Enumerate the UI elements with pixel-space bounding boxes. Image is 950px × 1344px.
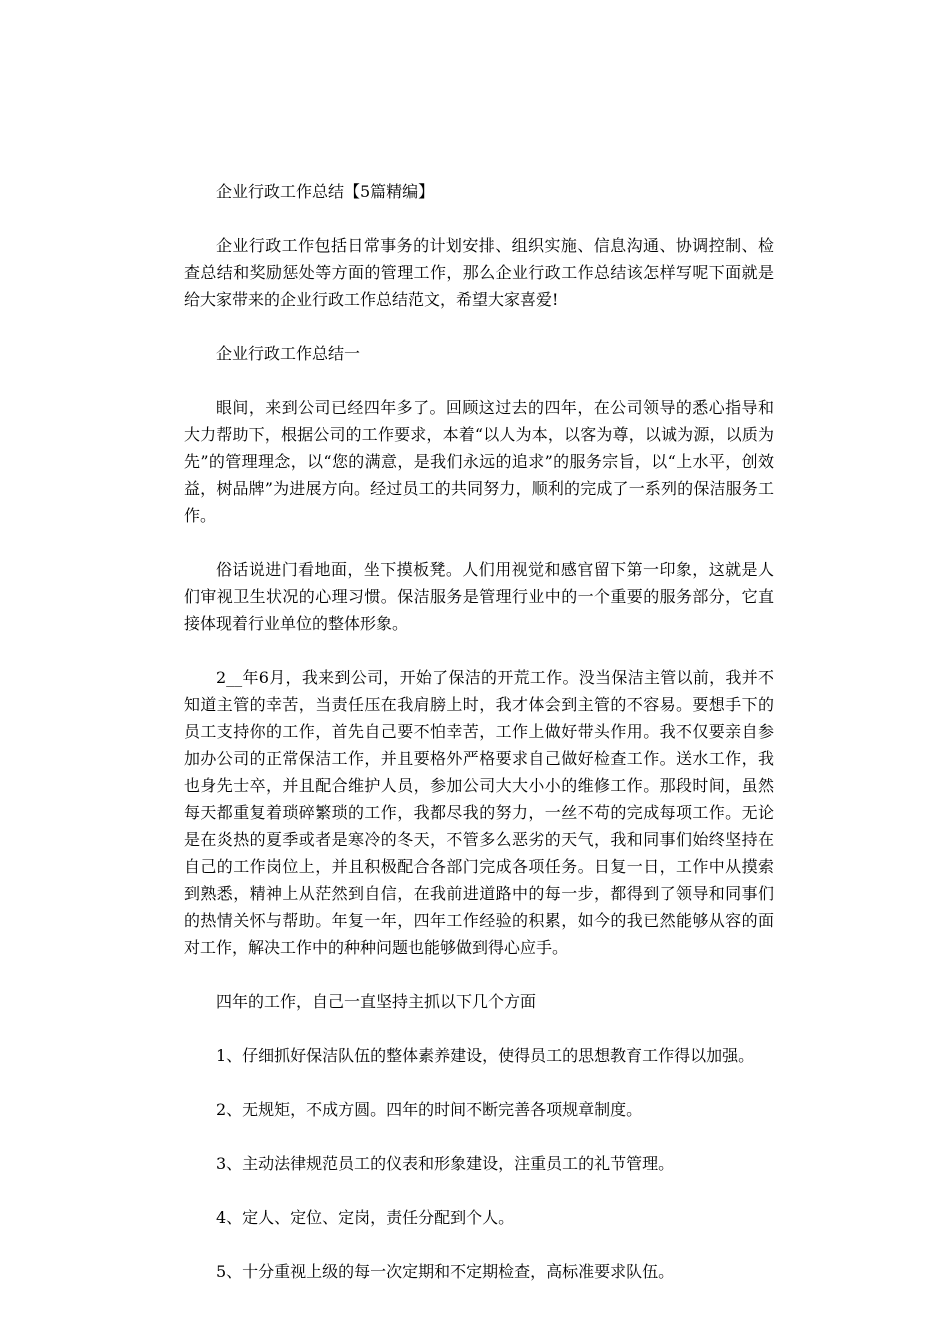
body-paragraph: 四年的工作，自己一直坚持主抓以下几个方面: [216, 992, 537, 1011]
body-paragraph: 俗话说进门看地面，坐下摸板凳。人们用视觉和感官留下第一印象，这就是人们审视卫生状况的心理习惯。保洁服务是管理行业中的一个重要的服务部分，它直接体现着行业单位的整体形象。: [184, 560, 774, 633]
body-paragraph: 眼间，来到公司已经四年多了。回顾这过去的四年，在公司领导的悉心指导和大力帮助下，根据公司的工作要求，本着“以人为本，以客为尊，以诚为源，以质为先”的管理理念，以“您的满意，是我们永远的追求”的服务宗旨，以“上水平，创效益，树品牌”为进展方向。经过员工的共同努力，顺利的完成了一系列的保洁服务工作。: [184, 398, 774, 525]
list-item: 5、十分重视上级的每一次定期和不定期检查，高标准要求队伍。: [216, 1262, 675, 1281]
body-paragraph: 2__年6月，我来到公司，开始了保洁的开荒工作。没当保洁主管以前，我并不知道主管的幸苦，当责任压在我肩膀上时，我才体会到主管的不容易。要想手下的员工支持你的工作，首先自己要不怕幸苦，工作上做好带头作用。我不仅要亲自参加办公司的正常保洁工作，并且要格外严格要求自己做好检查工作。送水工作，我也身先士卒，并且配合维护人员，参加公司大大小小的维修工作。那段时间，虽然每天都重复着琐碎繁琐的工作，我都尽我的努力，一丝不苟的完成每项工作。无论是在炎热的夏季或者是寒冷的冬天，不管多么恶劣的天气，我和同事们始终坚持在自己的工作岗位上，并且积极配合各部门完成各项任务。日复一日，工作中从摸索到熟悉，精神上从茫然到自信，在我前进道路中的每一步，都得到了领导和同事们的热情关怀与帮助。年复一年，四年工作经验的积累，如今的我已然能够从容的面对工作，解决工作中的种种问题也能够做到得心应手。: [184, 668, 774, 957]
list-item: 2、无规矩，不成方圆。四年的时间不断完善各项规章制度。: [216, 1100, 643, 1119]
intro-paragraph: 企业行政工作包括日常事务的计划安排、组织实施、信息沟通、协调控制、检查总结和奖励惩处等方面的管理工作，那么企业行政工作总结该怎样写呢下面就是给大家带来的企业行政工作总结范文，希望大家喜爱!: [184, 236, 774, 309]
list-item: 1、仔细抓好保洁队伍的整体素养建设，使得员工的思想教育工作得以加强。: [216, 1046, 755, 1065]
list-item: 4、定人、定位、定岗，责任分配到个人。: [216, 1208, 515, 1227]
section-heading: 企业行政工作总结一: [216, 344, 361, 363]
list-item: 3、主动法律规范员工的仪表和形象建设，注重员工的礼节管理。: [216, 1154, 675, 1173]
document-title: 企业行政工作总结【5篇精编】: [216, 182, 435, 201]
document-body: [184, 178, 774, 1312]
